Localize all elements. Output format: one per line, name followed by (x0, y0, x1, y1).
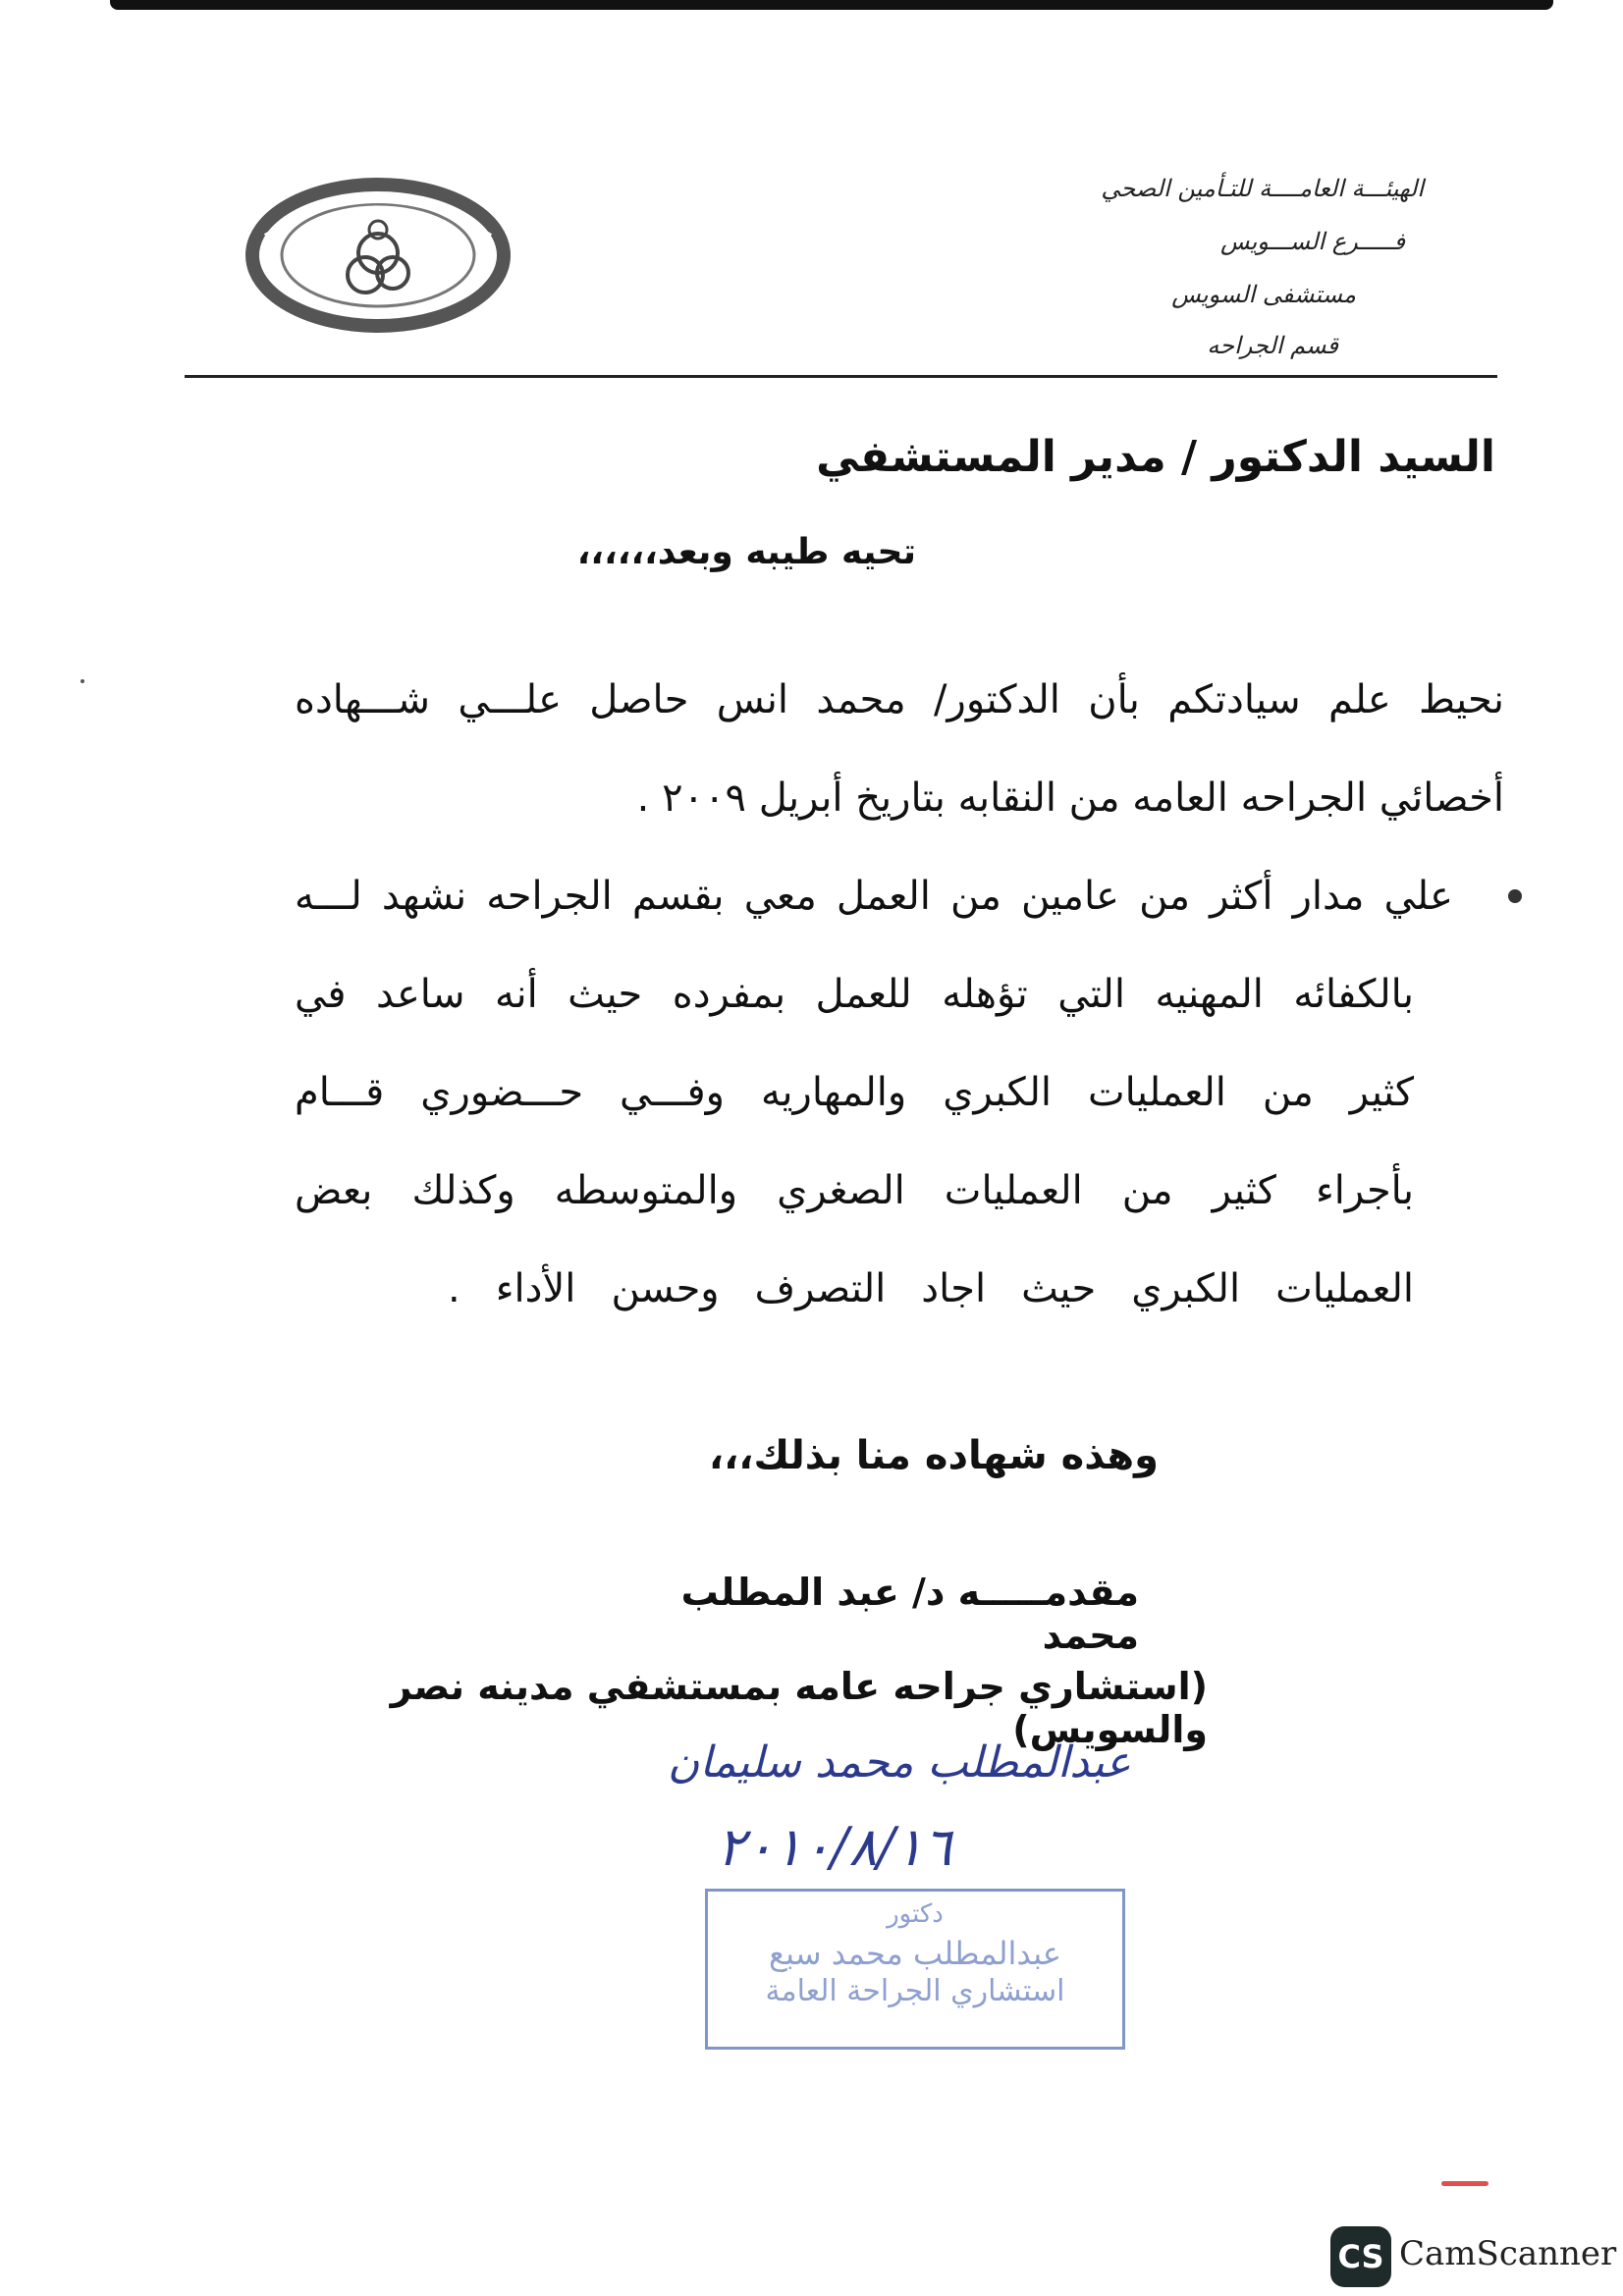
body-line-2: أخصائي الجراحه العامه من النقابه بتاريخ أبريل ٢٠٠٩ . (636, 775, 1504, 821)
organization-logo (245, 177, 511, 334)
recipient-line: السيد الدكتور / مدير المستشفي (816, 432, 1495, 482)
bullet-icon (1508, 889, 1522, 903)
stamp-title: دكتور (887, 1899, 944, 1929)
org-line-branch: فـــــرع الســـويس (1220, 228, 1405, 255)
org-line-department: قسم الجراحه (1207, 332, 1338, 359)
body-line-7: العمليات الكبري حيث اجاد التصرف وحسن الأداء . (448, 1266, 1414, 1311)
handwritten-signature: عبدالمطلب محمد سليمان (668, 1737, 1131, 1788)
handwritten-date: ٢٠١٠/٨/١٦ (717, 1816, 952, 1878)
stamp-name: عبدالمطلب محمد سبع (769, 1935, 1061, 1972)
stamp-specialty: استشاري الجراحة العامة (765, 1974, 1065, 2008)
scan-mark (1441, 2181, 1488, 2186)
header-divider (185, 375, 1497, 378)
closing-statement: وهذه شهاده منا بذلك،،، (708, 1433, 1159, 1478)
body-line-5: كثير من العمليات الكبري والمهاريه وفـــي حـــضوري قـــام (295, 1070, 1414, 1115)
doctor-stamp (705, 1889, 1125, 2050)
camscanner-logo-icon: CS (1330, 2226, 1391, 2287)
body-line-1: نحيط علم سيادتكم بأن الدكتور/ محمد انس حاصل علـــي شـــهاده (295, 677, 1504, 722)
org-line-authority: الهيئـــة العامــــة للتـأمين الصحي (1101, 175, 1424, 202)
presenter-line: مقدمـــــه د/ عبد المطلب محمد (680, 1571, 1139, 1657)
camscanner-label: CamScanner (1399, 2234, 1617, 2273)
scan-top-edge (110, 0, 1553, 10)
org-line-hospital: مستشفى السويس (1171, 281, 1356, 308)
body-line-6: بأجراء كثير من العمليات الصغري والمتوسطه وكذلك بعض (295, 1168, 1414, 1213)
body-line-3: علي مدار أكثر من عامين من العمل معي بقسم الجراحه نشهد لـــه (295, 874, 1453, 919)
greeting-line: تحيه طيبه وبعد،،،،،، (576, 532, 916, 572)
scan-speck (81, 679, 84, 683)
body-line-4: بالكفائه المهنيه التي تؤهله للعمل بمفرده حيث أنه ساعد في (295, 972, 1414, 1017)
presenter-title: (استشاري جراحه عامه بمستشفي مدينه نصر والسويس) (390, 1665, 1208, 1751)
